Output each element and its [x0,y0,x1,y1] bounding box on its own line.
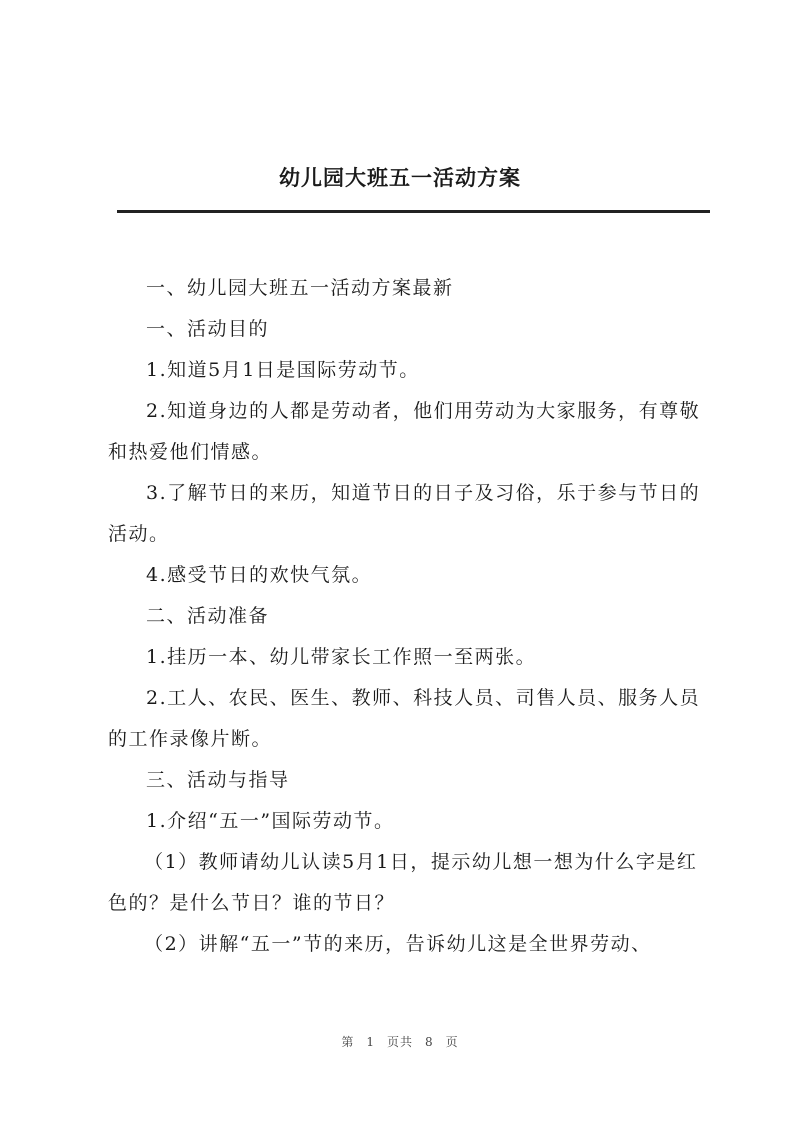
document-body [108,268,710,965]
title-divider [117,210,710,213]
document-title: 幼儿园大班五一活动方案 [279,165,521,190]
paragraph: 1.挂历一本、幼儿带家长工作照一至两张。 [146,646,537,668]
paragraph: （1）教师请幼儿认读5月1日，提示幼儿想一想为什么字是红色的？是什么节日？谁的节日？ [108,851,698,914]
paragraph: 1.介绍“五一”国际劳动节。 [146,810,395,832]
total-page-count: 8 [425,1035,434,1049]
section-heading: 一、活动目的 [146,318,270,340]
paragraph: 3.了解节日的来历，知道节日的日子及习俗，乐于参与节日的活动。 [108,482,701,545]
current-page-number: 1 [366,1035,375,1049]
paragraph: （2）讲解“五一”节的来历，告诉幼儿这是全世界劳动、 [144,933,652,955]
footer-suffix: 页 [445,1035,459,1049]
paragraph: 2.知道身边的人都是劳动者，他们用劳动为大家服务，有尊敬和热爱他们情感。 [108,400,701,463]
section-heading: 一、幼儿园大班五一活动方案最新 [146,277,454,299]
footer-middle: 页共 [386,1035,413,1049]
paragraph: 2.工人、农民、医生、教师、科技人员、司售人员、服务人员的工作录像片断。 [108,687,701,750]
paragraph: 1.知道5月1日是国际劳动节。 [146,359,420,381]
paragraph: 4.感受节日的欢快气氛。 [146,564,373,586]
section-heading: 三、活动与指导 [146,769,290,791]
footer-prefix: 第 [341,1035,355,1049]
section-heading: 二、活动准备 [146,605,270,627]
page-footer [0,1033,800,1050]
